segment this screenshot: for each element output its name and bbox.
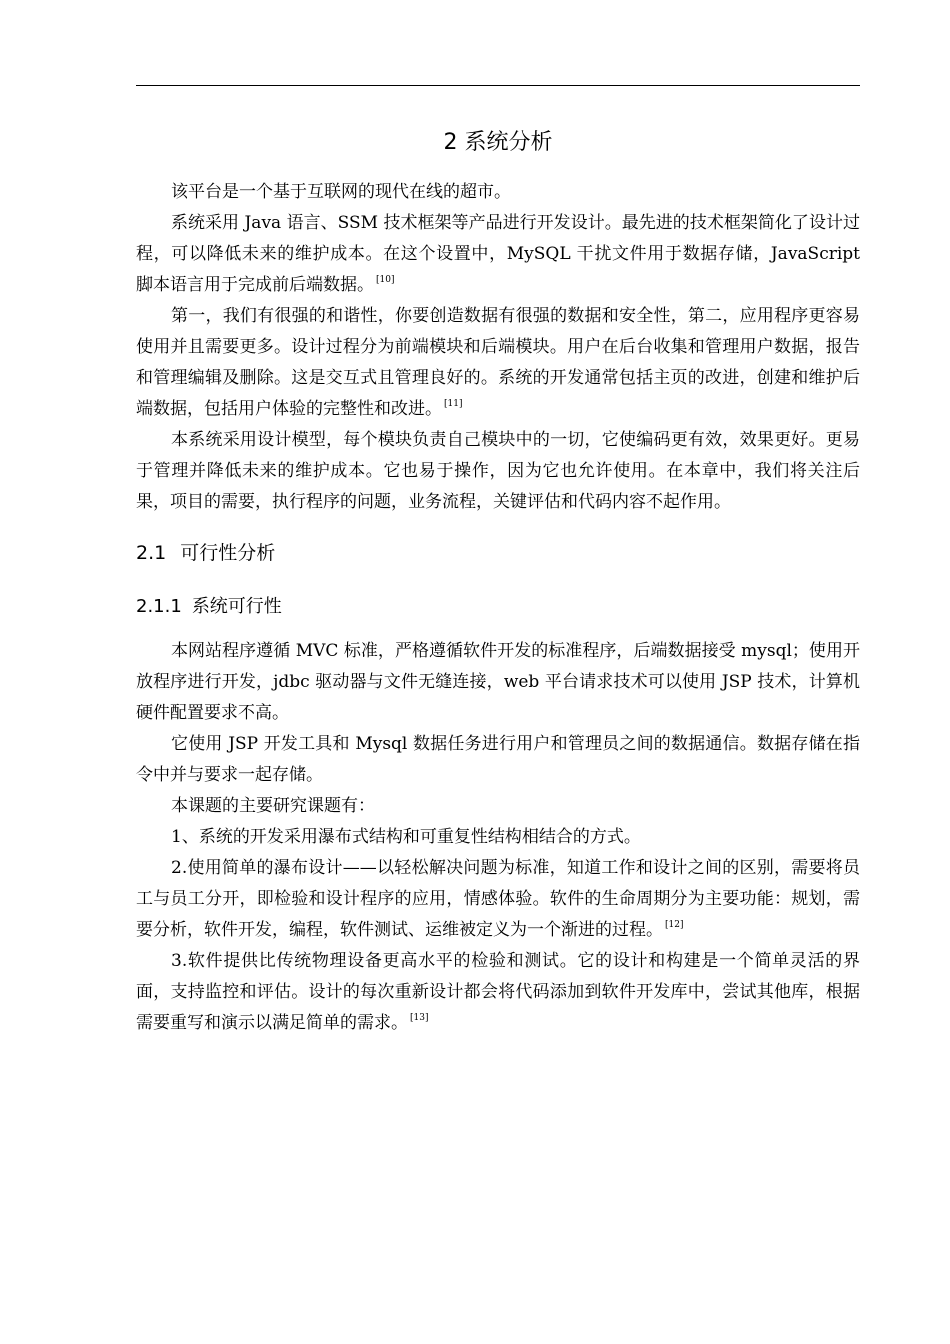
paragraph-text: 1、系统的开发采用瀑布式结构和可重复性结构相结合的方式。 (171, 827, 641, 847)
citation-ref: [11] (444, 399, 463, 409)
paragraph (136, 425, 860, 518)
paragraph (136, 729, 860, 791)
section-heading-2-1-1 (136, 590, 860, 624)
section-number: 2.1 (136, 542, 167, 564)
paragraph (136, 636, 860, 729)
paragraph-text: 第一，我们有很强的和谐性，你要创造数据有很强的数据和安全性，第二，应用程序更容易使用并且需要更多。设计过程分为前端模块和后端模块。用户在后台收集和管理用户数据，报告和管理编辑及删除。这是交互式且管理良好的。系统的开发通常包括主页的改进，创建和维护后端数据，包括用户体验的完整性和改进。 (136, 306, 860, 419)
paragraph (136, 301, 860, 425)
paragraph (136, 853, 860, 946)
paragraph-text: 系统采用 Java 语言、SSM 技术框架等产品进行开发设计。最先进的技术框架简化了设计过程，可以降低未来的维护成本。在这个设置中，MySQL 干扰文件用于数据存储，JavaScript 脚本语言用于完成前后端数据。 (136, 213, 860, 295)
section-heading-2-1 (136, 536, 860, 570)
citation-ref: [10] (376, 275, 395, 285)
paragraph (136, 946, 860, 1039)
citation-ref: [13] (410, 1013, 429, 1023)
section-title: 可行性分析 (180, 542, 276, 564)
paragraph-text: 2.使用简单的瀑布设计——以轻松解决问题为标准，知道工作和设计之间的区别，需要将员工与员工分开，即检验和设计程序的应用，情感体验。软件的生命周期分为主要功能：规划，需要分析，软件开发，编程，软件测试、运维被定义为一个渐进的过程。 (136, 858, 860, 940)
paragraph (136, 791, 860, 822)
paragraph (136, 208, 860, 301)
paragraph-text: 该平台是一个基于互联网的现代在线的超市。 (171, 182, 511, 202)
chapter-title: 2 系统分析 (443, 130, 553, 155)
document-body (136, 177, 860, 1039)
paragraph-text: 本课题的主要研究课题有： (171, 796, 375, 816)
paragraph-text: 本网站程序遵循 MVC 标准，严格遵循软件开发的标准程序，后端数据接受 mysql；使用开放程序进行开发，jdbc 驱动器与文件无缝连接，web 平台请求技术可以使用 JSP 技术，计算机硬件配置要求不高。 (136, 641, 860, 723)
citation-ref: [12] (665, 920, 684, 930)
paragraph-text: 本系统采用设计模型，每个模块负责自己模块中的一切，它使编码更有效，效果更好。更易于管理并降低未来的维护成本。它也易于操作，因为它也允许使用。在本章中，我们将关注后果，项目的需要，执行程序的问题，业务流程，关键评估和代码内容不起作用。 (136, 430, 860, 512)
section-title: 系统可行性 (191, 596, 282, 617)
paragraph-text: 3.软件提供比传统物理设备更高水平的检验和测试。它的设计和构建是一个简单灵活的界面，支持监控和评估。设计的每次重新设计都会将代码添加到软件开发库中，尝试其他库，根据需要重写和演示以满足简单的需求。 (136, 951, 860, 1033)
section-number: 2.1.1 (136, 596, 182, 617)
header-rule (136, 85, 860, 86)
paragraph-text: 它使用 JSP 开发工具和 Mysql 数据任务进行用户和管理员之间的数据通信。数据存储在指令中并与要求一起存储。 (136, 734, 860, 785)
paragraph (136, 177, 860, 208)
paragraph (136, 822, 860, 853)
